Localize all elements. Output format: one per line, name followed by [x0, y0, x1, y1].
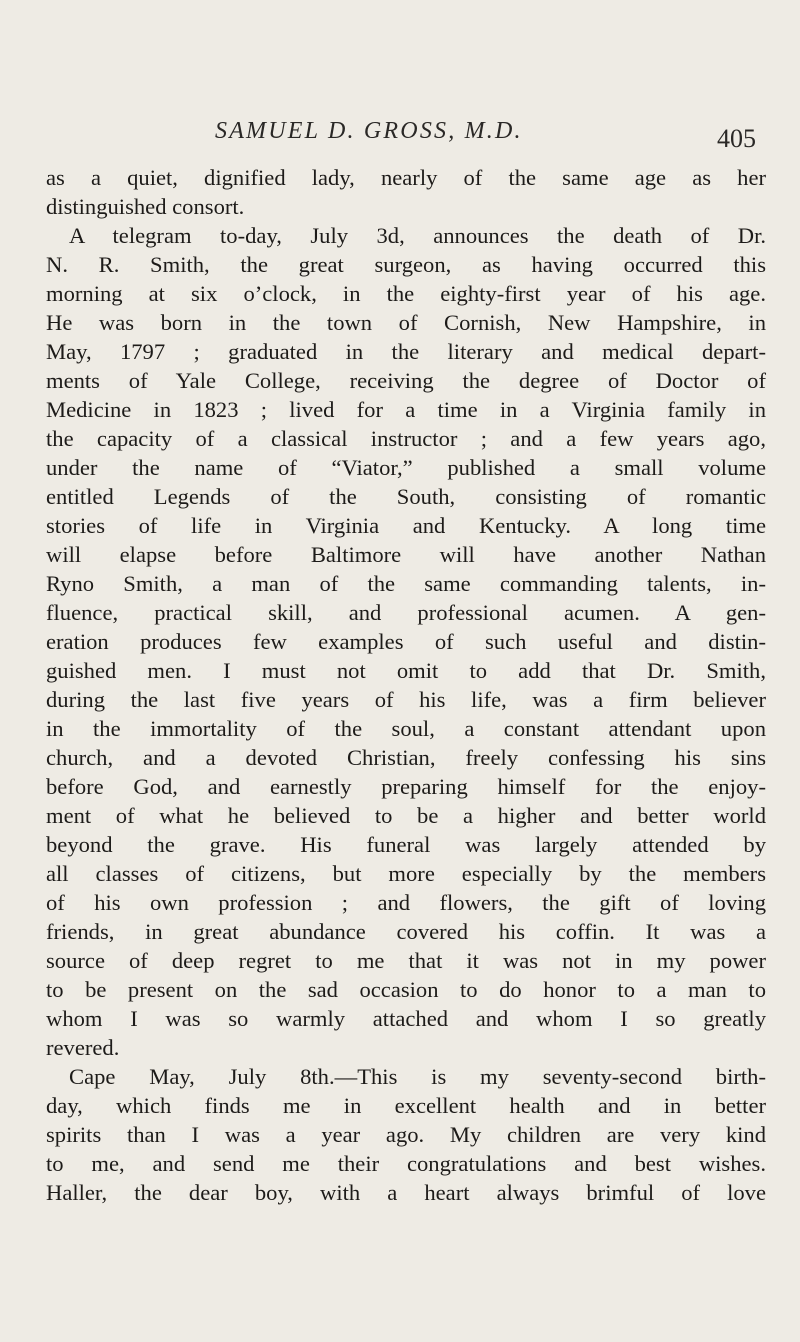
text-line: source of deep regret to me that it was not in my power [46, 948, 766, 973]
text-line: revered. [46, 1035, 120, 1060]
text-line: will elapse before Baltimore will have another Nathan [46, 542, 766, 567]
text-line: to be present on the sad occasion to do honor to a man to [46, 977, 766, 1002]
text-line: as a quiet, dignified lady, nearly of the same age as her [46, 165, 766, 190]
text-line: all classes of citizens, but more especially by the members [46, 861, 766, 886]
text-line: A telegram to-day, July 3d, announces the death of Dr. [69, 223, 766, 248]
text-line: day, which finds me in excellent health and in better [46, 1093, 766, 1118]
text-line: He was born in the town of Cornish, New Hampshire, in [46, 310, 766, 335]
text-line: Cape May, July 8th.—This is my seventy-second birth- [69, 1064, 766, 1089]
text-line: spirits than I was a year ago. My children are very kind [46, 1122, 766, 1147]
text-line: before God, and earnestly preparing himself for the enjoy- [46, 774, 766, 799]
text-line: guished men. I must not omit to add that Dr. Smith, [46, 658, 766, 683]
text-line: ment of what he believed to be a higher and better world [46, 803, 766, 828]
text-line: entitled Legends of the South, consisting of romantic [46, 484, 766, 509]
text-line: church, and a devoted Christian, freely confessing his sins [46, 745, 766, 770]
text-line: beyond the grave. His funeral was largely attended by [46, 832, 766, 857]
running-head: SAMUEL D. GROSS, M.D. [215, 118, 523, 144]
text-line: morning at six o’clock, in the eighty-first year of his age. [46, 281, 766, 306]
text-line: Haller, the dear boy, with a heart always brimful of love [46, 1180, 766, 1205]
text-line: distinguished consort. [46, 194, 245, 219]
text-line: in the immortality of the soul, a constant attendant upon [46, 716, 766, 741]
text-line: N. R. Smith, the great surgeon, as having occurred this [46, 252, 766, 277]
text-line: the capacity of a classical instructor ; and a few years ago, [46, 426, 766, 451]
text-line: fluence, practical skill, and professional acumen. A gen- [46, 600, 766, 625]
text-line: Ryno Smith, a man of the same commanding talents, in- [46, 571, 766, 596]
text-line: ments of Yale College, receiving the degree of Doctor of [46, 368, 766, 393]
text-line: stories of life in Virginia and Kentucky. A long time [46, 513, 766, 538]
text-line: eration produces few examples of such useful and distin- [46, 629, 766, 654]
text-line: May, 1797 ; graduated in the literary and medical depart- [46, 339, 766, 364]
text-line: of his own profession ; and flowers, the gift of loving [46, 890, 766, 915]
text-line: during the last five years of his life, was a firm believer [46, 687, 766, 712]
text-line: under the name of “Viator,” published a small volume [46, 455, 766, 480]
text-line: friends, in great abundance covered his coffin. It was a [46, 919, 766, 944]
body-text [46, 163, 766, 1207]
page-number: 405 [717, 124, 756, 153]
text-line: Medicine in 1823 ; lived for a time in a Virginia family in [46, 397, 766, 422]
text-line: to me, and send me their congratulations and best wishes. [46, 1151, 766, 1176]
text-line: whom I was so warmly attached and whom I so greatly [46, 1006, 766, 1031]
